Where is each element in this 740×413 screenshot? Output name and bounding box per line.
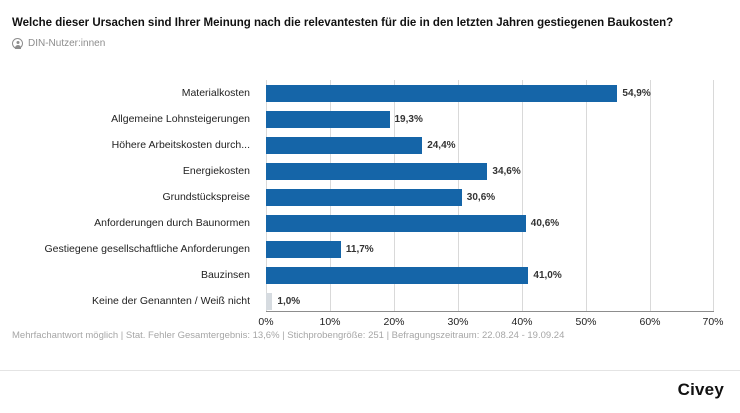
bar-value-label: 41,0% <box>533 269 562 281</box>
bar[interactable] <box>266 215 526 232</box>
bar-value-label: 24,4% <box>427 139 456 151</box>
chart-area <box>0 58 740 328</box>
x-tick-label: 50% <box>575 316 597 328</box>
x-tick-label: 40% <box>511 316 533 328</box>
bar-row[interactable] <box>266 262 714 288</box>
bar-row[interactable] <box>266 210 714 236</box>
x-tick-label: 70% <box>702 316 724 328</box>
bar[interactable] <box>266 241 341 258</box>
bar-row[interactable] <box>266 236 714 262</box>
bar-value-label: 11,7% <box>345 243 374 255</box>
subtitle-row <box>12 38 105 49</box>
x-axis-line <box>266 311 714 312</box>
category-label: Gestiegene gesellschaftliche Anforderungen <box>44 243 250 255</box>
bar-value-label: 19,3% <box>394 113 423 125</box>
category-label: Allgemeine Lohnsteigerungen <box>111 113 250 125</box>
bar-value-label: 1,0% <box>277 295 301 307</box>
bar[interactable] <box>266 163 487 180</box>
x-tick-label: 60% <box>639 316 661 328</box>
bar[interactable] <box>266 111 390 128</box>
bar-value-label: 54,9% <box>622 87 651 99</box>
bar[interactable] <box>266 293 272 310</box>
bar[interactable] <box>266 189 462 206</box>
category-label: Grundstückspreise <box>162 191 250 203</box>
category-label: Materialkosten <box>181 87 250 99</box>
bar-row[interactable] <box>266 184 714 210</box>
bar[interactable] <box>266 267 528 284</box>
category-label: Keine der Genannten / Weiß nicht <box>92 295 250 307</box>
bar-row[interactable] <box>266 106 714 132</box>
x-tick-label: 10% <box>319 316 341 328</box>
bar-value-label: 40,6% <box>530 217 560 229</box>
bar-row[interactable] <box>266 132 714 158</box>
bar-value-label: 34,6% <box>492 165 521 177</box>
x-tick-label: 0% <box>258 316 274 328</box>
brand-logo: Civey <box>677 380 724 399</box>
plot-region <box>266 80 714 312</box>
category-label: Anforderungen durch Baunormen <box>94 217 250 229</box>
x-tick-label: 20% <box>383 316 405 328</box>
footer-note: Mehrfachantwort möglich | Stat. Fehler Gesamtergebnis: 13,6% | Stichprobengröße: 251 | Befragungszeitraum: 22.08.24 - 19.09.24 <box>12 330 565 341</box>
chart-subtitle: DIN-Nutzer:innen <box>28 38 106 49</box>
x-tick-label: 30% <box>447 316 469 328</box>
category-axis <box>0 80 258 312</box>
category-label: Bauzinsen <box>200 269 250 281</box>
bar-row[interactable] <box>266 80 714 106</box>
bar-row[interactable] <box>266 158 714 184</box>
bar[interactable] <box>266 137 422 154</box>
page-title: Welche dieser Ursachen sind Ihrer Meinung nach die relevantesten für die in den letzten Jahren gestiegenen Baukosten? <box>12 17 674 29</box>
bar-value-label: 30,6% <box>466 191 496 203</box>
footer-divider <box>0 370 740 371</box>
category-label: Höhere Arbeitskosten durch... <box>111 139 250 151</box>
user-icon <box>12 38 23 49</box>
category-label: Energiekosten <box>182 165 250 177</box>
bar[interactable] <box>266 85 617 102</box>
bar-series <box>266 80 714 312</box>
